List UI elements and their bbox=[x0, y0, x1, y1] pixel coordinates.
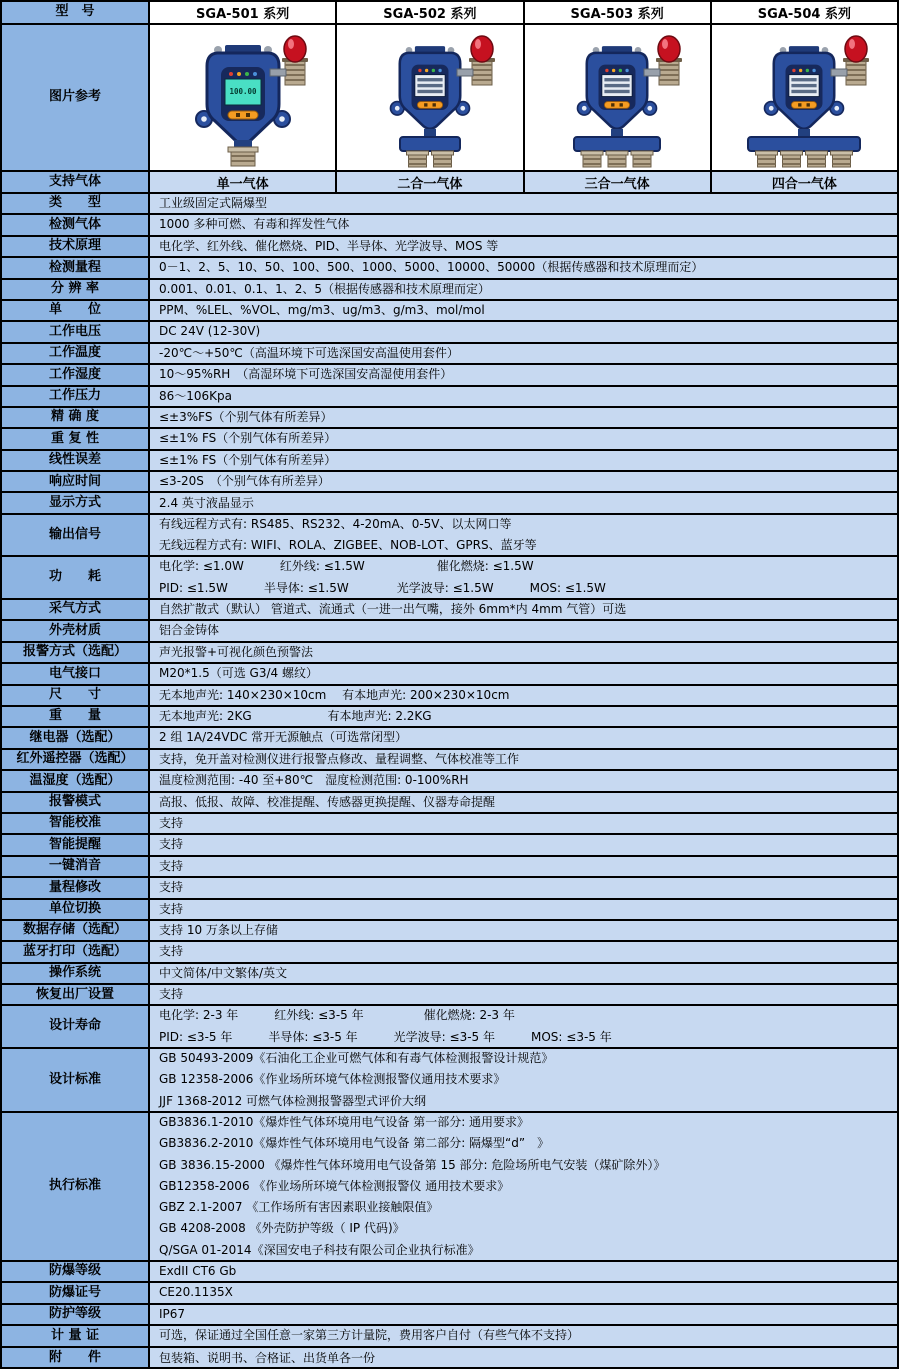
device-image-sga-503 bbox=[525, 25, 712, 170]
spec-row bbox=[2, 237, 897, 258]
supported-gas-row bbox=[2, 172, 897, 194]
spec-row bbox=[2, 964, 897, 985]
spec-value-line: 1000 多种可燃、有毒和挥发性气体 bbox=[159, 217, 350, 232]
spec-value-line: 无线远程方式有: WIFI、ROLA、ZIGBEE、NOB-LOT、GPRS、蓝牙等 bbox=[159, 538, 537, 553]
spec-value-line: 支持 bbox=[159, 987, 184, 1002]
spec-row-value bbox=[150, 387, 897, 406]
spec-value-line: PID: ≤3-5 年 半导体: ≤3-5 年 光学波导: ≤3-5 年 MOS: ≤3-5 年 bbox=[159, 1029, 612, 1044]
spec-row bbox=[2, 707, 897, 728]
spec-row bbox=[2, 686, 897, 707]
spec-row-value bbox=[150, 472, 897, 491]
spec-row-value bbox=[150, 686, 897, 705]
spec-row-value bbox=[150, 237, 897, 256]
spec-row bbox=[2, 600, 897, 621]
spec-row-label: 功 耗 bbox=[2, 557, 150, 598]
spec-row-label: 设计标准 bbox=[2, 1049, 150, 1111]
supported-gas-label: 支持气体 bbox=[2, 172, 150, 192]
gas-detector-illustration bbox=[350, 27, 510, 169]
spec-row-value bbox=[150, 835, 897, 854]
spec-value-line: 2.4 英寸液晶显示 bbox=[159, 495, 254, 510]
spec-value-line: 温度检测范围: -40 至+80℃ 湿度检测范围: 0-100%RH bbox=[159, 773, 469, 788]
spec-row-label: 电气接口 bbox=[2, 664, 150, 683]
spec-row bbox=[2, 921, 897, 942]
spec-row-label: 线性误差 bbox=[2, 451, 150, 470]
spec-value-line: 支持 bbox=[159, 944, 184, 959]
gas-value-four-in-one: 四合一气体 bbox=[712, 172, 897, 192]
spec-row-value bbox=[150, 664, 897, 683]
spec-row-value bbox=[150, 728, 897, 747]
spec-row-value bbox=[150, 1262, 897, 1281]
spec-row-label: 蓝牙打印（选配） bbox=[2, 942, 150, 961]
spec-row bbox=[2, 1049, 897, 1113]
spec-value-line: GB3836.1-2010《爆炸性气体环境用电气设备 第一部分: 通用要求》 bbox=[159, 1114, 530, 1129]
spec-row-label: 温湿度（选配） bbox=[2, 771, 150, 790]
spec-value-line: ≤±1% FS（个别气体有所差异） bbox=[159, 431, 337, 446]
spec-value-line: GB12358-2006 《作业场所环境气体检测报警仪 通用技术要求》 bbox=[159, 1178, 510, 1193]
spec-row-value bbox=[150, 878, 897, 897]
spec-row bbox=[2, 194, 897, 215]
spec-row bbox=[2, 1113, 897, 1262]
spec-row bbox=[2, 408, 897, 429]
spec-value-line: 可选，保证通过全国任意一家第三方计量院，费用客户自付（有些气体不支持） bbox=[159, 1328, 580, 1343]
spec-row-value bbox=[150, 301, 897, 320]
gas-value-two-in-one: 二合一气体 bbox=[337, 172, 524, 192]
spec-value-line: GB3836.2-2010《爆炸性气体环境用电气设备 第二部分: 隔爆型“d” 》 bbox=[159, 1136, 550, 1151]
model-header-sga-502: SGA-502 系列 bbox=[337, 2, 524, 23]
spec-row bbox=[2, 750, 897, 771]
spec-row-label: 检测量程 bbox=[2, 258, 150, 277]
spec-row bbox=[2, 1283, 897, 1304]
spec-row-value bbox=[150, 215, 897, 234]
spec-row-value bbox=[150, 429, 897, 448]
gas-detector-illustration bbox=[163, 27, 323, 169]
spec-row bbox=[2, 1326, 897, 1347]
spec-row-value bbox=[150, 942, 897, 961]
spec-value-line: 2 组 1A/24VDC 常开无源触点（可选常闭型） bbox=[159, 730, 408, 745]
spec-row bbox=[2, 344, 897, 365]
spec-value-line: ≤±3%FS（个别气体有所差异） bbox=[159, 409, 333, 424]
spec-value-line: IP67 bbox=[159, 1306, 186, 1321]
spec-value-line: GBZ 2.1-2007 《工作场所有害因素职业接触限值》 bbox=[159, 1200, 439, 1215]
spec-row-label: 工作压力 bbox=[2, 387, 150, 406]
device-image-sga-502 bbox=[337, 25, 524, 170]
spec-row bbox=[2, 1348, 897, 1369]
spec-row-label: 报警方式（选配） bbox=[2, 643, 150, 662]
spec-value-line: 支持 bbox=[159, 816, 184, 830]
spec-row bbox=[2, 771, 897, 792]
spec-row-label: 智能提醒 bbox=[2, 835, 150, 854]
spec-value-line: M20*1.5（可选 G3/4 螺纹） bbox=[159, 666, 318, 681]
spec-value-line: 包装箱、说明书、合格证、出货单各一份 bbox=[159, 1350, 376, 1365]
spec-row-value bbox=[150, 985, 897, 1004]
spec-row-value bbox=[150, 408, 897, 427]
spec-value-line: Q/SGA 01-2014《深国安电子科技有限公司企业执行标准》 bbox=[159, 1242, 480, 1257]
spec-row-label: 执行标准 bbox=[2, 1113, 150, 1260]
spec-value-line: JJF 1368-2012 可燃气体检测报警器型式评价大纲 bbox=[159, 1093, 427, 1108]
model-header-sga-503: SGA-503 系列 bbox=[525, 2, 712, 23]
spec-row-label: 智能校准 bbox=[2, 814, 150, 833]
spec-row-value bbox=[150, 365, 897, 384]
spec-row-value bbox=[150, 344, 897, 363]
spec-value-line: 支持 bbox=[159, 858, 184, 873]
spec-row bbox=[2, 429, 897, 450]
device-image-sga-501 bbox=[150, 25, 337, 170]
spec-row-label: 技术原理 bbox=[2, 237, 150, 256]
spec-row-value bbox=[150, 857, 897, 876]
spec-row bbox=[2, 280, 897, 301]
spec-row-label: 分 辨 率 bbox=[2, 280, 150, 299]
spec-row-label: 尺 寸 bbox=[2, 686, 150, 705]
spec-value-line: PID: ≤1.5W 半导体: ≤1.5W 光学波导: ≤1.5W MOS: ≤1.5W bbox=[159, 580, 606, 595]
image-row-label: 图片参考 bbox=[2, 25, 150, 170]
spec-value-line: ≤±1% FS（个别气体有所差异） bbox=[159, 452, 337, 467]
spec-row-label: 重 量 bbox=[2, 707, 150, 726]
spec-value-line: 86～106Kpa bbox=[159, 388, 233, 403]
spec-row bbox=[2, 365, 897, 386]
spec-value-line: DC 24V (12-30V) bbox=[159, 324, 261, 339]
spec-value-line: 10～95%RH （高湿环境下可选深国安高湿使用套件） bbox=[159, 367, 453, 382]
spec-row bbox=[2, 1305, 897, 1326]
spec-value-line: 支持 bbox=[159, 901, 184, 916]
spec-row-label: 报警模式 bbox=[2, 793, 150, 812]
spec-row bbox=[2, 857, 897, 878]
gas-value-single: 单一气体 bbox=[150, 172, 337, 192]
spec-row bbox=[2, 621, 897, 642]
spec-value-line: 0.001、0.01、0.1、1、2、5（根据传感器和技术原理而定） bbox=[159, 281, 491, 296]
spec-row-value bbox=[150, 451, 897, 470]
spec-row bbox=[2, 515, 897, 558]
spec-row-value bbox=[150, 793, 897, 812]
spec-value-line: 支持 bbox=[159, 880, 184, 895]
spec-row-label: 响应时间 bbox=[2, 472, 150, 491]
spec-value-line: 0－1、2、5、10、50、100、500、1000、5000、10000、50000（根据传感器和技术原理而定） bbox=[159, 260, 704, 275]
spec-row bbox=[2, 493, 897, 514]
spec-value-line: 高报、低报、故障、校准提醒、传感器更换提醒、仪器寿命提醒 bbox=[159, 794, 496, 809]
spec-row bbox=[2, 985, 897, 1006]
spec-row-label: 工作温度 bbox=[2, 344, 150, 363]
spec-row bbox=[2, 878, 897, 899]
spec-value-line: PPM、%LEL、%VOL、mg/m3、ug/m3、g/m3、mol/mol bbox=[159, 303, 485, 317]
spec-row-value bbox=[150, 1283, 897, 1302]
spec-row-label: 工作湿度 bbox=[2, 365, 150, 384]
spec-row bbox=[2, 258, 897, 279]
spec-row bbox=[2, 557, 897, 600]
spec-row bbox=[2, 835, 897, 856]
spec-value-line: GB 4208-2008 《外壳防护等级（ IP 代码)》 bbox=[159, 1221, 405, 1236]
gas-detector-illustration bbox=[724, 27, 884, 169]
image-reference-row bbox=[2, 25, 897, 172]
spec-value-line: 中文简体/中文繁体/英文 bbox=[159, 965, 288, 980]
spec-row-value bbox=[150, 1006, 897, 1047]
model-header-label: 型 号 bbox=[2, 2, 150, 23]
spec-row-label: 工作电压 bbox=[2, 322, 150, 341]
spec-row-value bbox=[150, 493, 897, 512]
model-header-row bbox=[2, 2, 897, 25]
spec-row bbox=[2, 322, 897, 343]
svg-text:100.00: 100.00 bbox=[229, 86, 257, 96]
spec-row bbox=[2, 215, 897, 236]
spec-row-label: 设计寿命 bbox=[2, 1006, 150, 1047]
spec-row-value bbox=[150, 515, 897, 556]
spec-row-label: 继电器（选配） bbox=[2, 728, 150, 747]
spec-value-line: 无本地声光: 140×230×10cm 有本地声光: 200×230×10cm bbox=[159, 687, 510, 702]
spec-row-value bbox=[150, 322, 897, 341]
spec-row-value bbox=[150, 750, 897, 769]
model-header-sga-501: SGA-501 系列 bbox=[150, 2, 337, 23]
spec-row-value bbox=[150, 621, 897, 640]
spec-row-value bbox=[150, 900, 897, 919]
spec-row-label: 单 位 bbox=[2, 301, 150, 320]
spec-row-value bbox=[150, 258, 897, 277]
spec-value-line: GB 3836.15-2000 《爆炸性气体环境用电气设备第 15 部分: 危险场所电气安装（煤矿除外）》 bbox=[159, 1157, 666, 1172]
spec-row-label: 量程修改 bbox=[2, 878, 150, 897]
spec-row-value bbox=[150, 1326, 897, 1345]
spec-row bbox=[2, 900, 897, 921]
spec-value-line: 工业级固定式隔爆型 bbox=[159, 196, 268, 211]
spec-value-line: 电化学、红外线、催化燃烧、PID、半导体、光学波导、MOS 等 bbox=[159, 238, 499, 253]
spec-row-value bbox=[150, 921, 897, 940]
model-header-sga-504: SGA-504 系列 bbox=[712, 2, 897, 23]
spec-row bbox=[2, 472, 897, 493]
spec-value-line: CE20.1135X bbox=[159, 1285, 233, 1300]
spec-row-label: 一键消音 bbox=[2, 857, 150, 876]
spec-row-label: 输出信号 bbox=[2, 515, 150, 556]
spec-row-label: 显示方式 bbox=[2, 493, 150, 512]
gas-value-three-in-one: 三合一气体 bbox=[525, 172, 712, 192]
spec-row-label: 数据存储（选配） bbox=[2, 921, 150, 940]
spec-row-value bbox=[150, 814, 897, 833]
spec-value-line: GB 50493-2009《石油化工企业可燃气体和有毒气体检测报警设计规范》 bbox=[159, 1051, 554, 1066]
spec-row-label: 防护等级 bbox=[2, 1305, 150, 1324]
spec-row bbox=[2, 451, 897, 472]
spec-row bbox=[2, 1006, 897, 1049]
spec-row-label: 操作系统 bbox=[2, 964, 150, 983]
spec-row-label: 类 型 bbox=[2, 194, 150, 213]
spec-value-line: 支持 10 万条以上存储 bbox=[159, 922, 278, 937]
spec-value-line: ≤3-20S （个别气体有所差异） bbox=[159, 474, 330, 489]
spec-row-label: 单位切换 bbox=[2, 900, 150, 919]
spec-row-value bbox=[150, 1049, 897, 1111]
spec-row-value bbox=[150, 1305, 897, 1324]
spec-row bbox=[2, 643, 897, 664]
spec-row-label: 检测气体 bbox=[2, 215, 150, 234]
spec-row bbox=[2, 942, 897, 963]
spec-row-label: 红外遥控器（选配） bbox=[2, 750, 150, 769]
spec-value-line: 支持，免开盖对检测仪进行报警点修改、量程调整、气体校准等工作 bbox=[159, 751, 520, 766]
spec-row bbox=[2, 793, 897, 814]
spec-row-value bbox=[150, 771, 897, 790]
spec-row-value bbox=[150, 1113, 897, 1260]
spec-value-line: 有线远程方式有: RS485、RS232、4-20mA、0-5V、以太网口等 bbox=[159, 516, 512, 531]
spec-value-line: ExdII CT6 Gb bbox=[159, 1264, 237, 1279]
gas-detector-illustration bbox=[537, 27, 697, 169]
spec-row-label: 采气方式 bbox=[2, 600, 150, 619]
spec-row bbox=[2, 728, 897, 749]
spec-value-line: 无本地声光: 2KG 有本地声光: 2.2KG bbox=[159, 709, 432, 724]
spec-row-label: 附 件 bbox=[2, 1348, 150, 1369]
spec-value-line: 电化学: 2-3 年 红外线: ≤3-5 年 催化燃烧: 2-3 年 bbox=[159, 1008, 515, 1023]
spec-value-line: GB 12358-2006《作业场所环境气体检测报警仪通用技术要求》 bbox=[159, 1072, 506, 1087]
spec-row-value bbox=[150, 643, 897, 662]
spec-row-label: 精 确 度 bbox=[2, 408, 150, 427]
spec-value-line: 电化学: ≤1.0W 红外线: ≤1.5W 催化燃烧: ≤1.5W bbox=[159, 559, 534, 574]
spec-row-label: 防爆证号 bbox=[2, 1283, 150, 1302]
spec-row bbox=[2, 814, 897, 835]
spec-row-value bbox=[150, 280, 897, 299]
spec-row-value bbox=[150, 1348, 897, 1369]
spec-row-value bbox=[150, 194, 897, 213]
spec-row-label: 外壳材质 bbox=[2, 621, 150, 640]
spec-row-value bbox=[150, 964, 897, 983]
device-image-sga-504 bbox=[712, 25, 897, 170]
spec-row bbox=[2, 664, 897, 685]
spec-value-line: 支持 bbox=[159, 837, 184, 852]
spec-row bbox=[2, 1262, 897, 1283]
spec-row-label: 计 量 证 bbox=[2, 1326, 150, 1345]
spec-row-value bbox=[150, 600, 897, 619]
spec-row-value bbox=[150, 557, 897, 598]
spec-value-line: 铝合金铸体 bbox=[159, 623, 220, 638]
spec-row bbox=[2, 301, 897, 322]
spec-value-line: -20℃～+50℃（高温环境下可选深国安高温使用套件） bbox=[159, 345, 459, 360]
spec-row-label: 防爆等级 bbox=[2, 1262, 150, 1281]
spec-value-line: 声光报警+可视化颜色预警法 bbox=[159, 644, 314, 659]
spec-row-label: 恢复出厂设置 bbox=[2, 985, 150, 1004]
spec-value-line: 自然扩散式（默认） 管道式、流通式（一进一出气嘴，接外 6mm*内 4mm 气管）可选 bbox=[159, 602, 627, 617]
spec-row bbox=[2, 387, 897, 408]
spec-row-label: 重 复 性 bbox=[2, 429, 150, 448]
spec-row-value bbox=[150, 707, 897, 726]
